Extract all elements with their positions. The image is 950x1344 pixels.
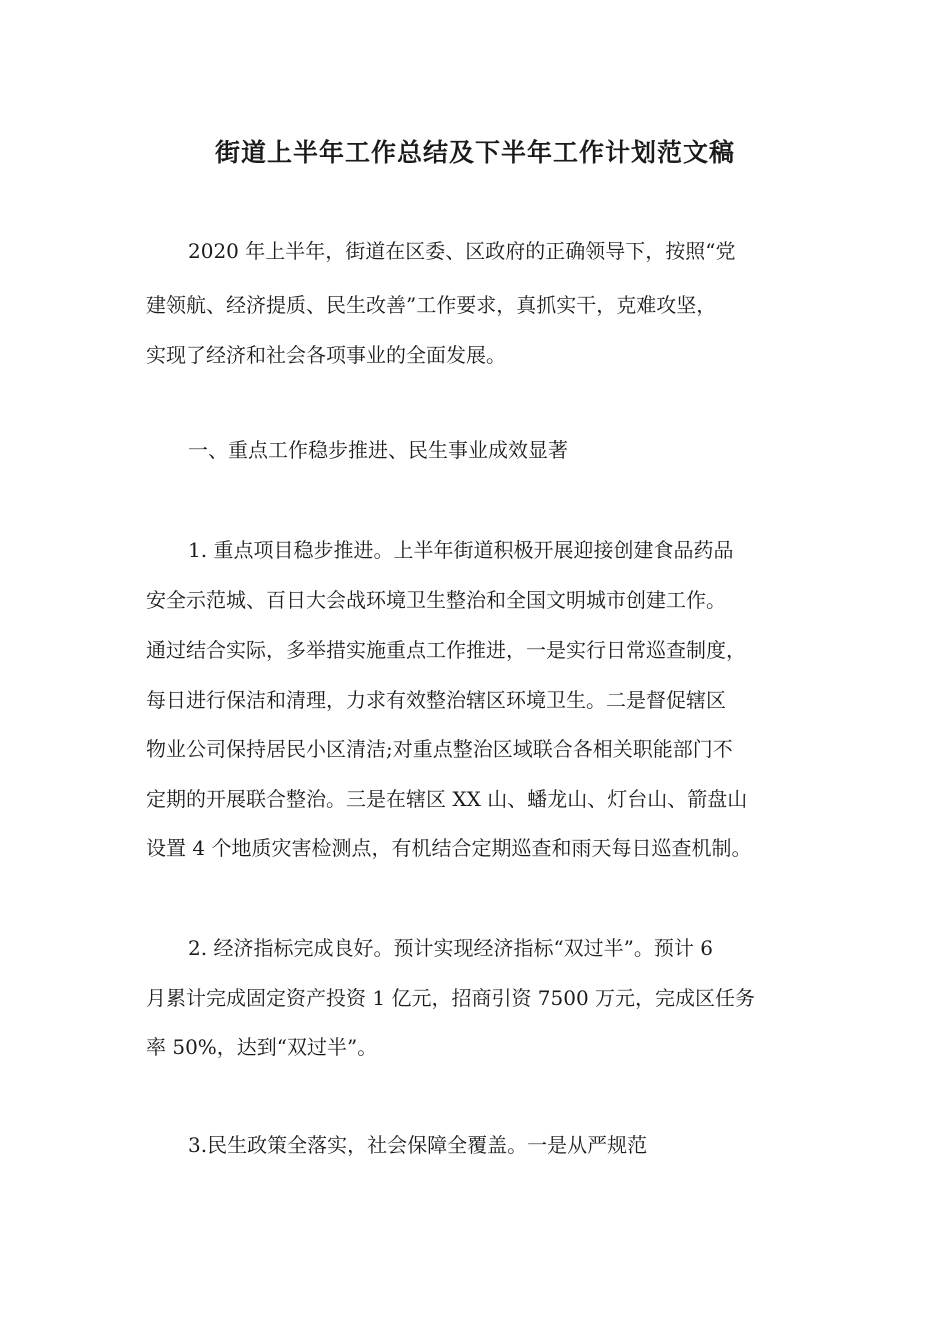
- intro-line-2: 建领航、经济提质、民生改善”工作要求，真抓实干，克难攻坚，: [146, 293, 717, 317]
- item1-line-2: 安全示范城、百日大会战环境卫生整治和全国文明城市创建工作。: [146, 588, 726, 612]
- document-title: 街道上半年工作总结及下半年工作计划范文稿: [214, 138, 735, 167]
- item1-line-1: 1. 重点项目稳步推进。上半年街道积极开展迎接创建食品药品: [188, 538, 734, 562]
- item2-line-3: 率 50%，达到“双过半”。: [146, 1035, 378, 1059]
- item1-line-7: 设置 4 个地质灾害检测点，有机结合定期巡查和雨天每日巡查机制。: [146, 836, 752, 860]
- intro-line-1: 2020 年上半年，街道在区委、区政府的正确领导下，按照“党: [188, 239, 736, 263]
- item1-line-4: 每日进行保洁和清理，力求有效整治辖区环境卫生。二是督促辖区: [146, 688, 726, 712]
- item1-line-6: 定期的开展联合整治。三是在辖区 XX 山、蟠龙山、灯台山、箭盘山: [146, 787, 748, 811]
- intro-line-3: 实现了经济和社会各项事业的全面发展。: [146, 343, 506, 367]
- item1-line-5: 物业公司保持居民小区清洁;对重点整治区域联合各相关职能部门不: [146, 737, 733, 761]
- item2-line-1: 2. 经济指标完成良好。预计实现经济指标“双过半”。预计 6: [188, 936, 713, 960]
- item2-line-2: 月累计完成固定资产投资 1 亿元，招商引资 7500 万元，完成区任务: [146, 986, 756, 1010]
- item1-line-3: 通过结合实际，多举措实施重点工作推进，一是实行日常巡查制度，: [146, 638, 746, 662]
- item3-line-1: 3.民生政策全落实，社会保障全覆盖。一是从严规范: [188, 1133, 648, 1157]
- section-heading: 一、重点工作稳步推进、民生事业成效显著: [188, 438, 568, 462]
